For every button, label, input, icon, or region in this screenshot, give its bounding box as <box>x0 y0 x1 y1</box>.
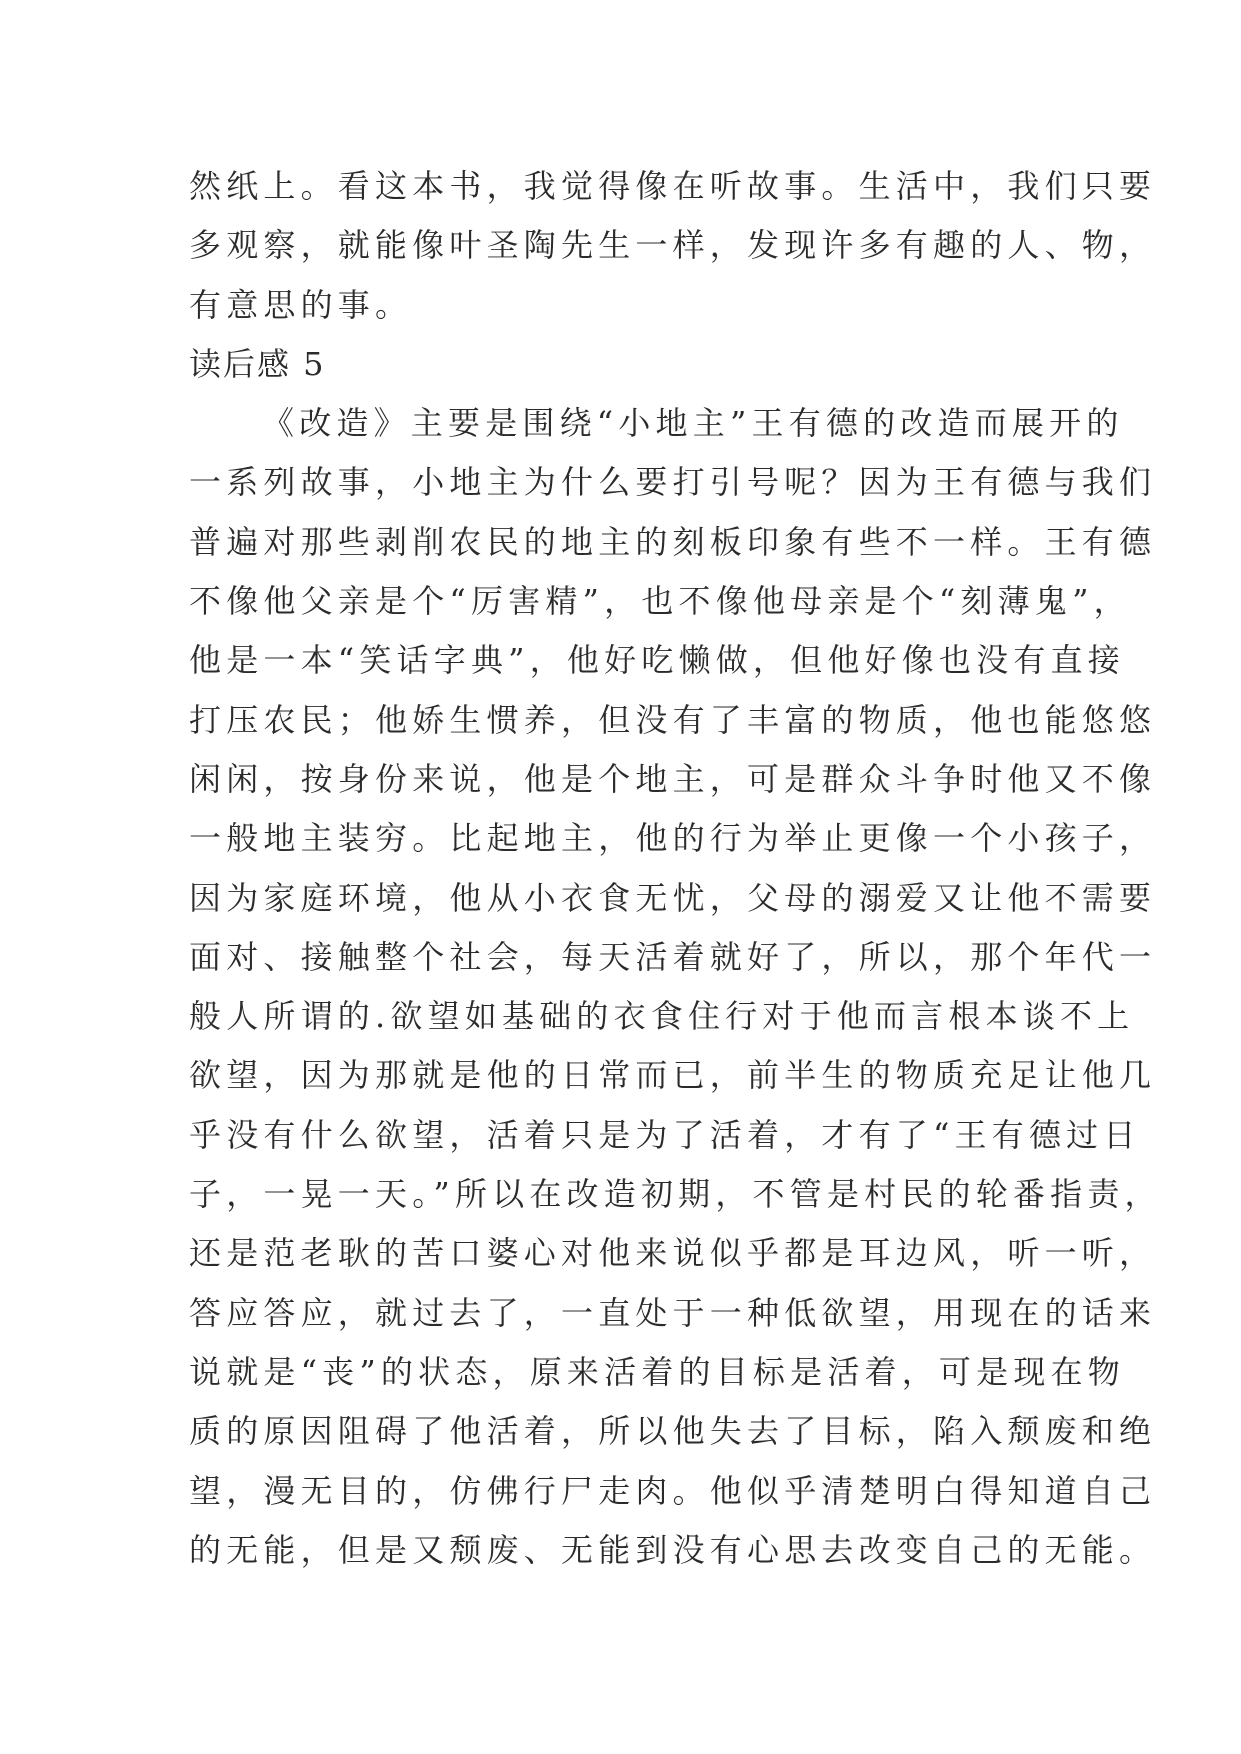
text-line: 子，一晃一天。”所以在改造初期，不管是村民的轮番指责， <box>189 1175 1162 1214</box>
text-line: 一般地主装穷。比起地主，他的行为举止更像一个小孩子， <box>189 819 1157 858</box>
text-line: 般人所谓的.欲望如基础的衣食住行对于他而言根本谈不上 <box>189 997 1135 1036</box>
document-body <box>189 157 1162 1580</box>
text-line: 不像他父亲是个“厉害精”，也不像他母亲是个“刻薄鬼”， <box>189 582 1131 621</box>
text-line: 普遍对那些剥削农民的地主的刻板印象有些不一样。王有德 <box>189 522 1157 561</box>
text-line: 还是范老耿的苦口婆心对他来说似乎都是耳边风，听一听， <box>189 1234 1157 1273</box>
text-line: 闲闲，按身份来说，他是个地主，可是群众斗争时他又不像 <box>189 759 1157 798</box>
section-heading: 读后感 5 <box>189 344 326 383</box>
paragraph-first-line: 《改造》主要是围绕“小地主”王有德的改造而展开的 <box>262 404 1124 443</box>
text-line: 因为家庭环境，他从小衣食无忧，父母的溺爱又让他不需要 <box>189 878 1157 917</box>
text-line: 他是一本“笑话字典”，他好吃懒做，但他好像也没有直接 <box>189 641 1125 680</box>
text-line: 面对、接触整个社会，每天活着就好了，所以，那个年代一 <box>189 937 1157 976</box>
text-line: 然纸上。看这本书，我觉得像在听故事。生活中，我们只要 <box>189 167 1157 205</box>
text-line: 有意思的事。 <box>189 285 413 324</box>
text-line: 乎没有什么欲望，活着只是为了活着，才有了“王有德过日 <box>189 1115 1141 1154</box>
text-line: 的无能，但是又颓废、无能到没有心思去改变自己的无能。 <box>189 1530 1157 1569</box>
text-line: 望，漫无目的，仿佛行尸走肉。他似乎清楚明白得知道自己 <box>189 1471 1157 1510</box>
text-line: 说就是“丧”的状态，原来活着的目标是活着，可是现在物 <box>189 1352 1125 1391</box>
text-line: 答应答应，就过去了，一直处于一种低欲望，用现在的话来 <box>189 1293 1157 1332</box>
text-line: 一系列故事，小地主为什么要打引号呢？因为王有德与我们 <box>189 463 1157 502</box>
text-line: 质的原因阻碍了他活着，所以他失去了目标，陷入颓废和绝 <box>189 1412 1157 1451</box>
text-line: 打压农民；他娇生惯养，但没有了丰富的物质，他也能悠悠 <box>189 700 1157 739</box>
text-line: 多观察，就能像叶圣陶先生一样，发现许多有趣的人、物， <box>189 226 1157 265</box>
text-line: 欲望，因为那就是他的日常而已，前半生的物质充足让他几 <box>189 1056 1157 1095</box>
